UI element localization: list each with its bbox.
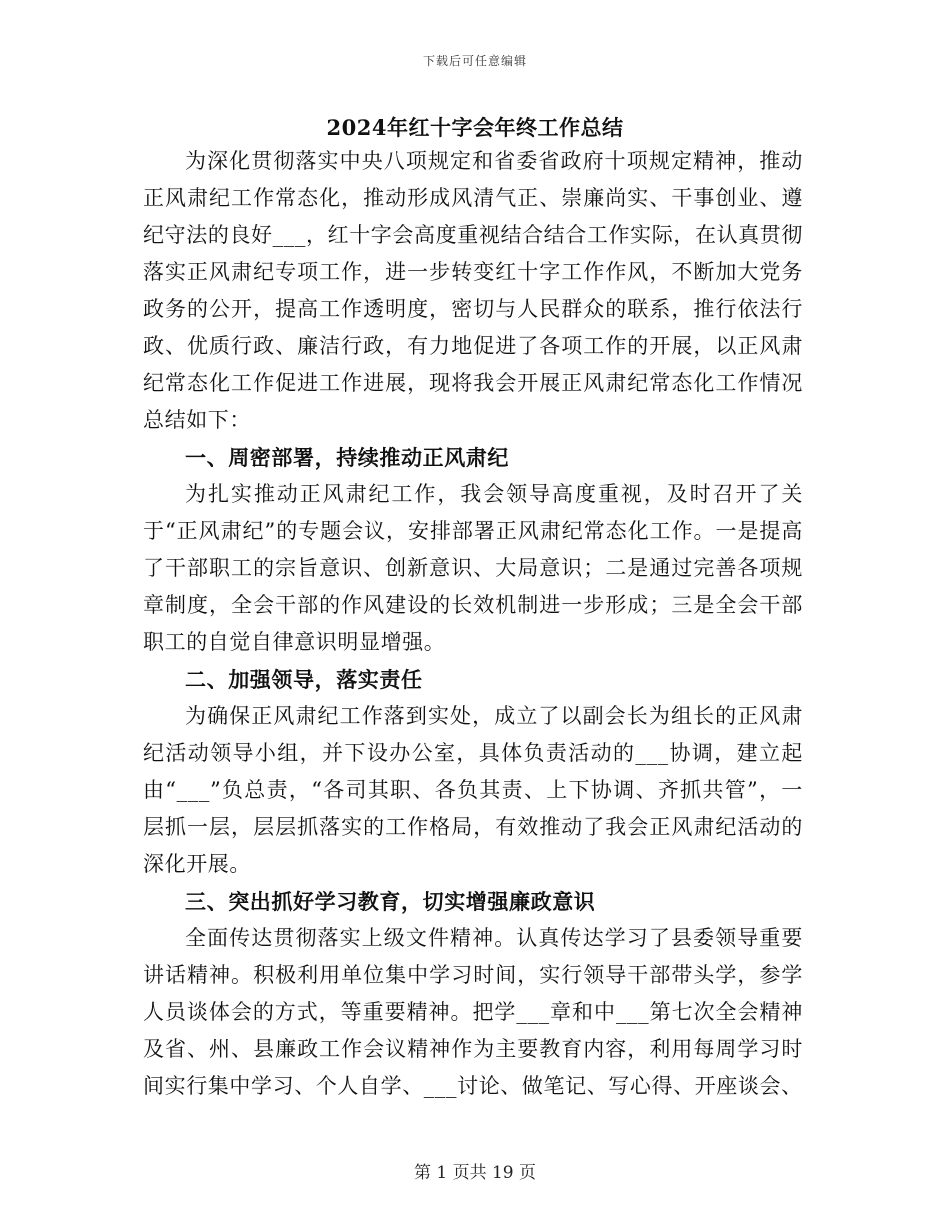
- section-heading-3: 三、突出抓好学习教育，切实增强廉政意识: [185, 889, 596, 914]
- page-header-note: 下载后可任意编辑: [422, 54, 527, 68]
- document-title: 2024年红十字会年终工作总结: [326, 115, 624, 140]
- section-heading-2: 二、加强领导，落实责任: [185, 667, 423, 692]
- document-body: [143, 143, 803, 1105]
- section-paragraph-3: 全面传达贯彻落实上级文件精神。认真传达学习了县委领导重要讲话精神。积极利用单位集中学习时间，实行领导干部带头学，参学人员谈体会的方式，等重要精神。把学___章和中___第七次全会精神及省、州、县廉政工作会议精神作为主要教育内容，利用每周学习时间实行集中学习、个人自学、___讨论、做笔记、写心得、开座谈会、: [143, 926, 803, 1098]
- intro-paragraph: 为深化贯彻落实中央八项规定和省委省政府十项规定精神，推动正风肃纪工作常态化，推动形成风清气正、崇廉尚实、干事创业、遵纪守法的良好___，红十字会高度重视结合结合工作实际，在认真贯彻落实正风肃纪专项工作，进一步转变红十字工作作风，不断加大党务政务的公开，提高工作透明度，密切与人民群众的联系，推行依法行政、优质行政、廉洁行政，有力地促进了各项工作的开展，以正风肃纪常态化工作促进工作进展，现将我会开展正风肃纪常态化工作情况总结如下：: [143, 149, 803, 432]
- section-paragraph-1: 为扎实推动正风肃纪工作，我会领导高度重视，及时召开了关于“正风肃纪”的专题会议，安排部署正风肃纪常态化工作。一是提高了干部职工的宗旨意识、创新意识、大局意识；二是通过完善各项规章制度，全会干部的作风建设的长效机制进一步形成；三是全会干部职工的自觉自律意识明显增强。: [143, 482, 803, 654]
- page-number-footer: 第 1 页共 19 页: [413, 1163, 537, 1183]
- section-heading-1: 一、周密部署，持续推动正风肃纪: [185, 445, 509, 470]
- section-paragraph-2: 为确保正风肃纪工作落到实处，成立了以副会长为组长的正风肃纪活动领导小组，并下设办公室，具体负责活动的___协调，建立起由“___”负总责，“各司其职、各负其责、上下协调、齐抓共管”，一层抓一层，层层抓落实的工作格局，有效推动了我会正风肃纪活动的深化开展。: [143, 704, 803, 876]
